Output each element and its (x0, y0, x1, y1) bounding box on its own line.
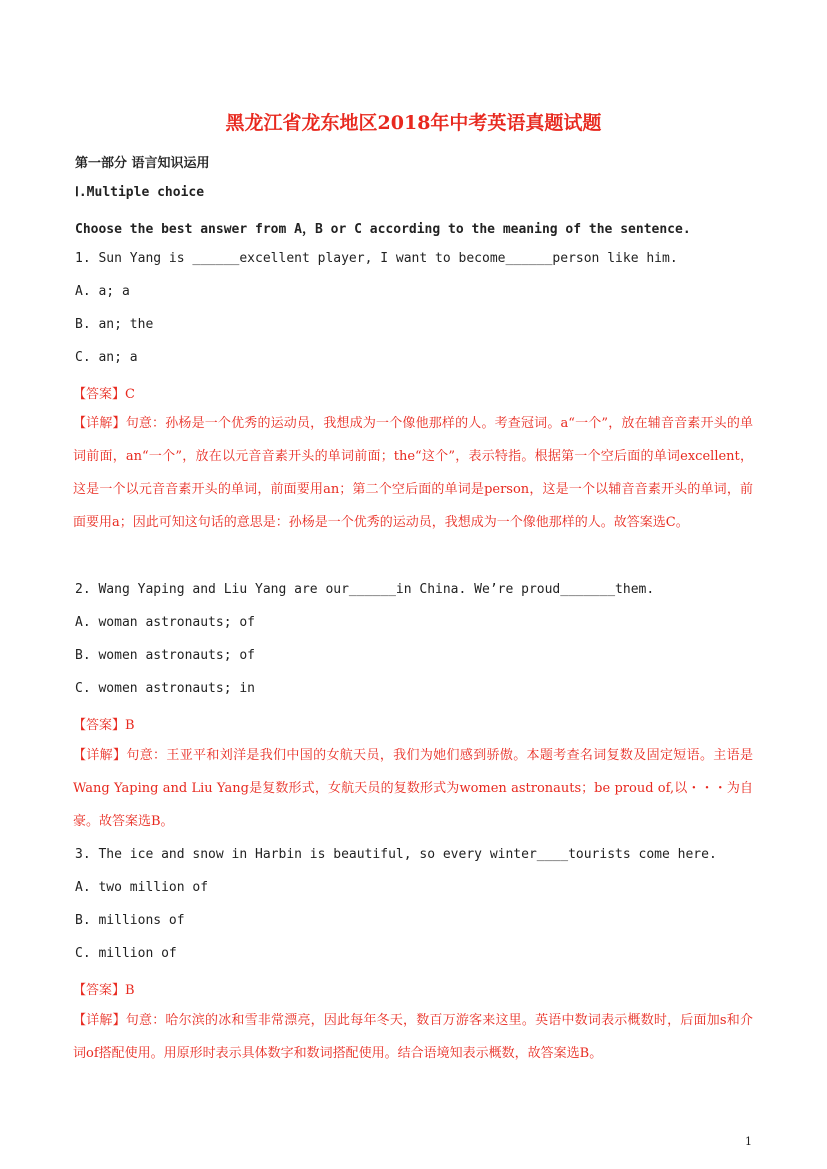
question-3-stem: 3. The ice and snow in Harbin is beautiful, so every winter____tourists come here. (75, 847, 717, 862)
question-1-option-c: C. an; a (75, 350, 138, 365)
question-1-option-a: A. a; a (75, 284, 130, 299)
question-1-option-b: B. an; the (75, 317, 154, 332)
question-3-explanation: 【详解】句意：哈尔滨的冰和雪非常漂亮，因此每年冬天，数百万游客来这里。英语中数词表示概数时，后面加s和介词of搭配使用。用原形时表示具体数字和数词搭配使用。结合语境知表示概数，故答案选B。 (73, 1013, 753, 1061)
question-3-answer: 【答案】B (73, 983, 135, 998)
part-heading: Ⅰ.Multiple choice (75, 185, 205, 200)
page-number: 1 (745, 1135, 752, 1148)
question-1-explanation: 【详解】句意：孙杨是一个优秀的运动员，我想成为一个像他那样的人。考查冠词。a“一个”，放在辅音音素开头的单词前面，an“一个”，放在以元音音素开头的单词前面；the“这个”，表示特指。根据第一个空后面的单词excellent，这是一个以元音音素开头的单词，前面要用an；第二个空后面的单词是person，这是一个以辅音音素开头的单词，前面要用a；因此可知这句话的意思是：孙杨是一个优秀的运动员，我想成为一个像他那样的人。故答案选C。 (73, 416, 753, 530)
question-2-stem: 2. Wang Yaping and Liu Yang are our______in China. We’re proud_______them. (75, 582, 655, 597)
question-1-stem: 1. Sun Yang is ______excellent player, I want to become______person like him. (75, 251, 678, 266)
question-1-answer: 【答案】C (73, 387, 135, 402)
instruction: Choose the best answer from A，B or C according to the meaning of the sentence. (75, 222, 691, 237)
question-2-option-b: B. women astronauts; of (75, 648, 256, 663)
question-2-option-a: A. woman astronauts; of (75, 615, 256, 630)
question-2-answer: 【答案】B (73, 718, 135, 733)
page-title: 黑龙江省龙东地区2018年中考英语真题试题 (225, 112, 602, 134)
section-heading: 第一部分 语言知识运用 (75, 156, 210, 171)
question-2-explanation: 【详解】句意：王亚平和刘洋是我们中国的女航天员，我们为她们感到骄傲。本题考查名词复数及固定短语。主语是Wang Yaping and Liu Yang是复数形式，女航天员的复数形式为women astronauts；be proud of,以・・・为自豪。故答案选B。 (73, 748, 753, 829)
question-3-option-a: A. two million of (75, 880, 209, 895)
question-3-option-b: B. millions of (75, 913, 185, 928)
question-2-option-c: C. women astronauts; in (75, 681, 256, 696)
question-3-option-c: C. million of (75, 946, 177, 961)
